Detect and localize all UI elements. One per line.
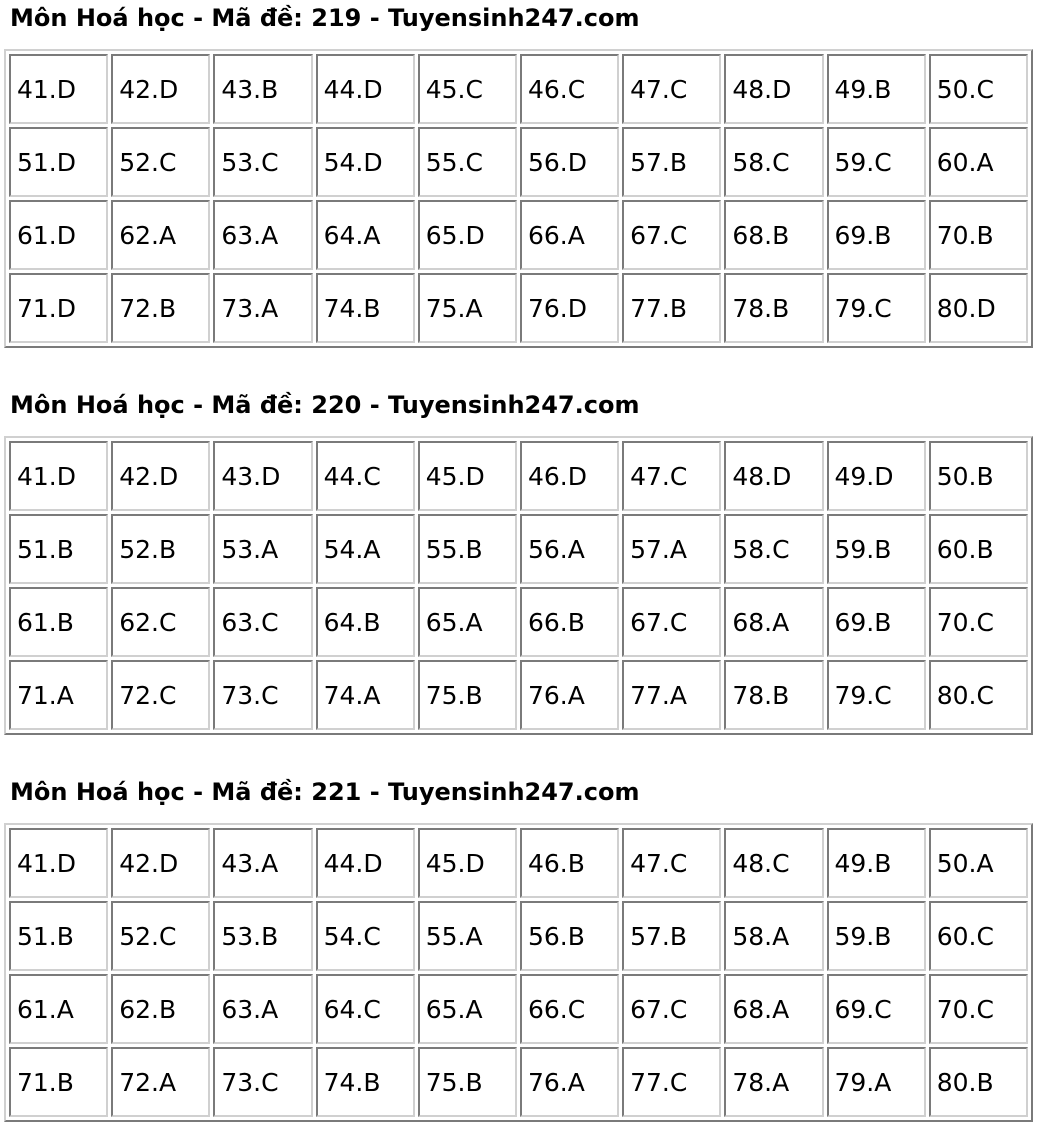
answer-cell: 68.B [724, 200, 823, 270]
answer-cell: 61.A [9, 974, 108, 1044]
answer-cell: 61.D [9, 200, 108, 270]
answer-cell: 60.C [929, 901, 1028, 971]
table-row [9, 660, 1028, 730]
answer-cell: 57.B [622, 901, 721, 971]
answer-cell: 50.C [929, 54, 1028, 124]
answer-cell: 64.B [316, 587, 415, 657]
answer-cell: 67.C [622, 200, 721, 270]
answer-cell: 77.A [622, 660, 721, 730]
answer-cell: 80.D [929, 273, 1028, 343]
answer-cell: 47.C [622, 54, 721, 124]
answer-cell: 50.B [929, 441, 1028, 511]
answer-table [4, 823, 1033, 1122]
table-row [9, 587, 1028, 657]
answer-cell: 58.C [724, 514, 823, 584]
answer-cell: 70.B [929, 200, 1028, 270]
answer-cell: 68.A [724, 587, 823, 657]
answer-cell: 77.B [622, 273, 721, 343]
answer-cell: 55.C [418, 127, 517, 197]
answer-cell: 54.A [316, 514, 415, 584]
answer-cell: 64.A [316, 200, 415, 270]
answer-cell: 59.B [827, 901, 926, 971]
answer-cell: 57.B [622, 127, 721, 197]
answer-cell: 76.A [520, 660, 619, 730]
answer-cell: 42.D [111, 828, 210, 898]
answer-cell: 79.A [827, 1047, 926, 1117]
answer-cell: 48.C [724, 828, 823, 898]
answer-cell: 74.B [316, 1047, 415, 1117]
answer-cell: 80.C [929, 660, 1028, 730]
answer-cell: 74.A [316, 660, 415, 730]
answer-cell: 78.B [724, 660, 823, 730]
answer-cell: 77.C [622, 1047, 721, 1117]
section-title: Môn Hoá học - Mã đề: 220 - Tuyensinh247.com [10, 391, 640, 419]
answer-cell: 54.D [316, 127, 415, 197]
answer-cell: 64.C [316, 974, 415, 1044]
answer-cell: 72.C [111, 660, 210, 730]
answer-cell: 46.D [520, 441, 619, 511]
table-row [9, 514, 1028, 584]
answer-cell: 43.A [213, 828, 312, 898]
answer-cell: 62.A [111, 200, 210, 270]
answer-cell: 45.D [418, 828, 517, 898]
answer-cell: 41.D [9, 828, 108, 898]
answer-cell: 69.B [827, 200, 926, 270]
answer-cell: 52.B [111, 514, 210, 584]
answer-cell: 71.A [9, 660, 108, 730]
answer-cell: 75.A [418, 273, 517, 343]
answer-cell: 45.C [418, 54, 517, 124]
answer-cell: 76.D [520, 273, 619, 343]
answer-cell: 59.C [827, 127, 926, 197]
answer-cell: 58.A [724, 901, 823, 971]
answer-cell: 66.A [520, 200, 619, 270]
table-row [9, 828, 1028, 898]
answer-cell: 59.B [827, 514, 926, 584]
answer-cell: 47.C [622, 441, 721, 511]
answer-cell: 68.A [724, 974, 823, 1044]
answer-cell: 53.B [213, 901, 312, 971]
answer-cell: 43.D [213, 441, 312, 511]
answer-cell: 51.B [9, 901, 108, 971]
answer-cell: 49.B [827, 54, 926, 124]
table-row [9, 441, 1028, 511]
answer-cell: 44.D [316, 828, 415, 898]
answer-table [4, 49, 1033, 348]
answer-cell: 60.B [929, 514, 1028, 584]
answer-cell: 56.A [520, 514, 619, 584]
answer-cell: 65.A [418, 974, 517, 1044]
answer-cell: 67.C [622, 587, 721, 657]
answer-cell: 78.B [724, 273, 823, 343]
table-row [9, 54, 1028, 124]
answer-cell: 44.C [316, 441, 415, 511]
answer-cell: 69.C [827, 974, 926, 1044]
answer-cell: 69.B [827, 587, 926, 657]
answer-cell: 44.D [316, 54, 415, 124]
table-row [9, 127, 1028, 197]
answer-cell: 41.D [9, 441, 108, 511]
section-title: Môn Hoá học - Mã đề: 221 - Tuyensinh247.com [10, 778, 640, 806]
answer-cell: 43.B [213, 54, 312, 124]
answer-cell: 51.B [9, 514, 108, 584]
table-row [9, 200, 1028, 270]
answer-cell: 53.C [213, 127, 312, 197]
answer-cell: 79.C [827, 273, 926, 343]
answer-cell: 62.C [111, 587, 210, 657]
answer-cell: 63.A [213, 974, 312, 1044]
answer-cell: 41.D [9, 54, 108, 124]
answer-cell: 56.D [520, 127, 619, 197]
answer-cell: 66.B [520, 587, 619, 657]
answer-cell: 52.C [111, 127, 210, 197]
answer-cell: 55.B [418, 514, 517, 584]
answer-cell: 56.B [520, 901, 619, 971]
answer-cell: 65.A [418, 587, 517, 657]
answer-cell: 78.A [724, 1047, 823, 1117]
answer-cell: 57.A [622, 514, 721, 584]
answer-table [4, 436, 1033, 735]
answer-cell: 46.B [520, 828, 619, 898]
answer-cell: 47.C [622, 828, 721, 898]
answer-cell: 53.A [213, 514, 312, 584]
answer-cell: 73.C [213, 660, 312, 730]
answer-cell: 70.C [929, 587, 1028, 657]
answer-cell: 75.B [418, 1047, 517, 1117]
answer-cell: 54.C [316, 901, 415, 971]
answer-cell: 60.A [929, 127, 1028, 197]
table-row [9, 273, 1028, 343]
answer-cell: 72.A [111, 1047, 210, 1117]
answer-cell: 76.A [520, 1047, 619, 1117]
answer-cell: 71.B [9, 1047, 108, 1117]
table-row [9, 901, 1028, 971]
table-row [9, 1047, 1028, 1117]
answer-cell: 71.D [9, 273, 108, 343]
answer-cell: 79.C [827, 660, 926, 730]
answer-cell: 51.D [9, 127, 108, 197]
answer-cell: 67.C [622, 974, 721, 1044]
answer-cell: 73.A [213, 273, 312, 343]
answer-cell: 70.C [929, 974, 1028, 1044]
answer-cell: 65.D [418, 200, 517, 270]
answer-cell: 62.B [111, 974, 210, 1044]
answer-cell: 48.D [724, 441, 823, 511]
answer-cell: 63.C [213, 587, 312, 657]
answer-cell: 42.D [111, 441, 210, 511]
answer-cell: 80.B [929, 1047, 1028, 1117]
answer-cell: 72.B [111, 273, 210, 343]
answer-cell: 74.B [316, 273, 415, 343]
answer-cell: 66.C [520, 974, 619, 1044]
table-row [9, 974, 1028, 1044]
answer-cell: 61.B [9, 587, 108, 657]
answer-cell: 48.D [724, 54, 823, 124]
section-title: Môn Hoá học - Mã đề: 219 - Tuyensinh247.com [10, 4, 640, 32]
answer-cell: 58.C [724, 127, 823, 197]
answer-cell: 49.B [827, 828, 926, 898]
answer-cell: 50.A [929, 828, 1028, 898]
answer-cell: 42.D [111, 54, 210, 124]
answer-cell: 46.C [520, 54, 619, 124]
answer-cell: 45.D [418, 441, 517, 511]
answer-cell: 49.D [827, 441, 926, 511]
answer-cell: 73.C [213, 1047, 312, 1117]
answer-cell: 63.A [213, 200, 312, 270]
answer-cell: 75.B [418, 660, 517, 730]
answer-cell: 52.C [111, 901, 210, 971]
answer-cell: 55.A [418, 901, 517, 971]
